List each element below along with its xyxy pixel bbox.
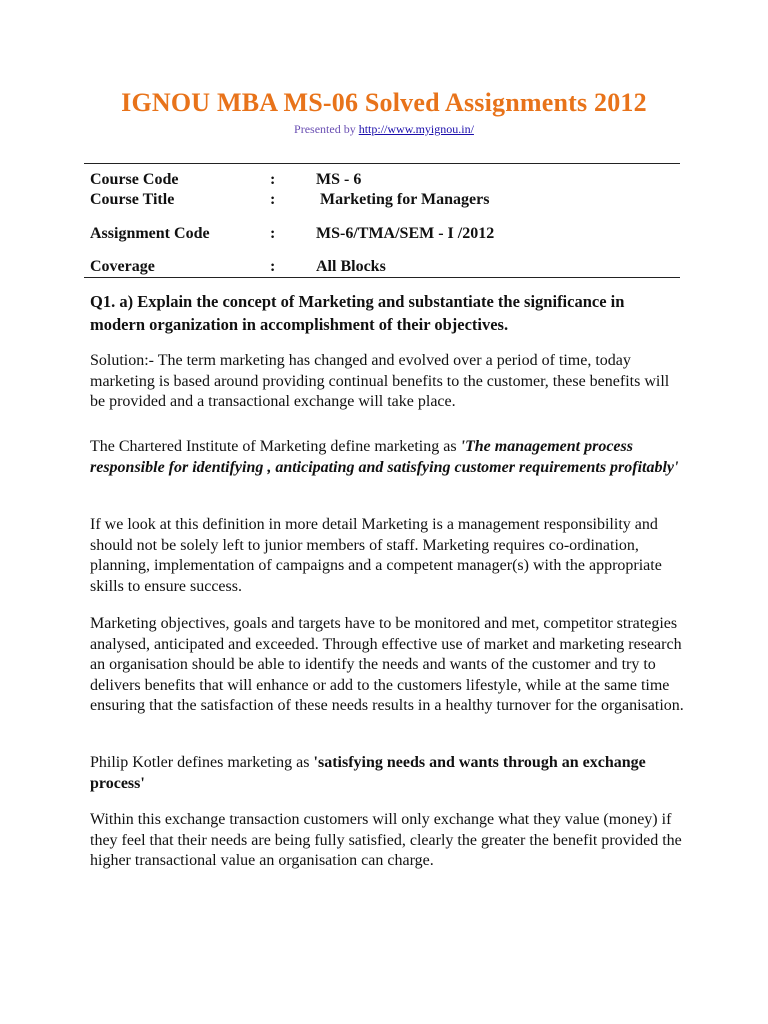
question-heading: Q1. a) Explain the concept of Marketing and substantiate the significance in modern organization in accomplishment of their objectives. bbox=[90, 292, 625, 334]
marketing-objectives-paragraph: Marketing objectives, goals and targets have to be monitored and met, competitor strategies analysed, anticipated and exceeded. Through effective use of market and marketing research an organisation should be able to identify the needs and wants of the customer and try to delivers benefits that will enhance or add to the customers lifestyle, while at the same time ensuring that the satisfaction of these needs results in a healthy turnover for the organisation. bbox=[90, 615, 684, 714]
exchange-transaction-paragraph: Within this exchange transaction customers will only exchange what they value (money) if they feel that their needs are being fully satisfied, clearly the greater the benefit provided the higher transactional value an organisation can charge. bbox=[90, 811, 682, 869]
cim-definition-paragraph bbox=[90, 437, 686, 478]
course-code-label: Course Code bbox=[90, 171, 179, 188]
presented-by-label: Presented by bbox=[294, 122, 359, 136]
course-code-value: MS - 6 bbox=[316, 171, 362, 188]
coverage-value: All Blocks bbox=[316, 258, 386, 275]
cim-definition-quote: 'The management process responsible for identifying , anticipating and satisfying customer requirements profitably' bbox=[90, 438, 679, 476]
coverage-colon: : bbox=[270, 258, 276, 275]
solution-paragraph: Solution:- The term marketing has changed and evolved over a period of time, today marketing is based around providing continual benefits to the customer, these benefits will be provided and a transactional exchange will take place. bbox=[90, 352, 670, 410]
definition-detail-paragraph: If we look at this definition in more detail Marketing is a management responsibility and should not be solely left to junior members of staff. Marketing requires co-ordination, planning, implementation of campaigns and a competent manager(s) with the appropriate skills to ensure success. bbox=[90, 516, 662, 595]
assignment-code-label: Assignment Code bbox=[90, 225, 210, 242]
assignment-code-colon: : bbox=[270, 225, 276, 242]
document-title: IGNOU MBA MS-06 Solved Assignments 2012 bbox=[121, 88, 647, 117]
course-code-colon: : bbox=[270, 171, 276, 188]
course-title-colon: : bbox=[270, 191, 276, 208]
kotler-definition-paragraph bbox=[90, 753, 686, 794]
presented-by-line bbox=[0, 122, 768, 137]
assignment-code-value: MS-6/TMA/SEM - I /2012 bbox=[316, 225, 495, 242]
website-link[interactable]: http://www.myignou.in/ bbox=[358, 122, 474, 136]
coverage-label: Coverage bbox=[90, 258, 155, 275]
top-divider bbox=[84, 163, 680, 164]
bottom-divider bbox=[84, 277, 680, 278]
kotler-definition-intro: Philip Kotler defines marketing as bbox=[90, 754, 314, 771]
course-title-label: Course Title bbox=[90, 191, 175, 208]
cim-definition-intro: The Chartered Institute of Marketing define marketing as bbox=[90, 438, 461, 455]
kotler-definition-quote: 'satisfying needs and wants through an exchange process' bbox=[90, 754, 646, 792]
course-title-value: Marketing for Managers bbox=[316, 191, 490, 208]
